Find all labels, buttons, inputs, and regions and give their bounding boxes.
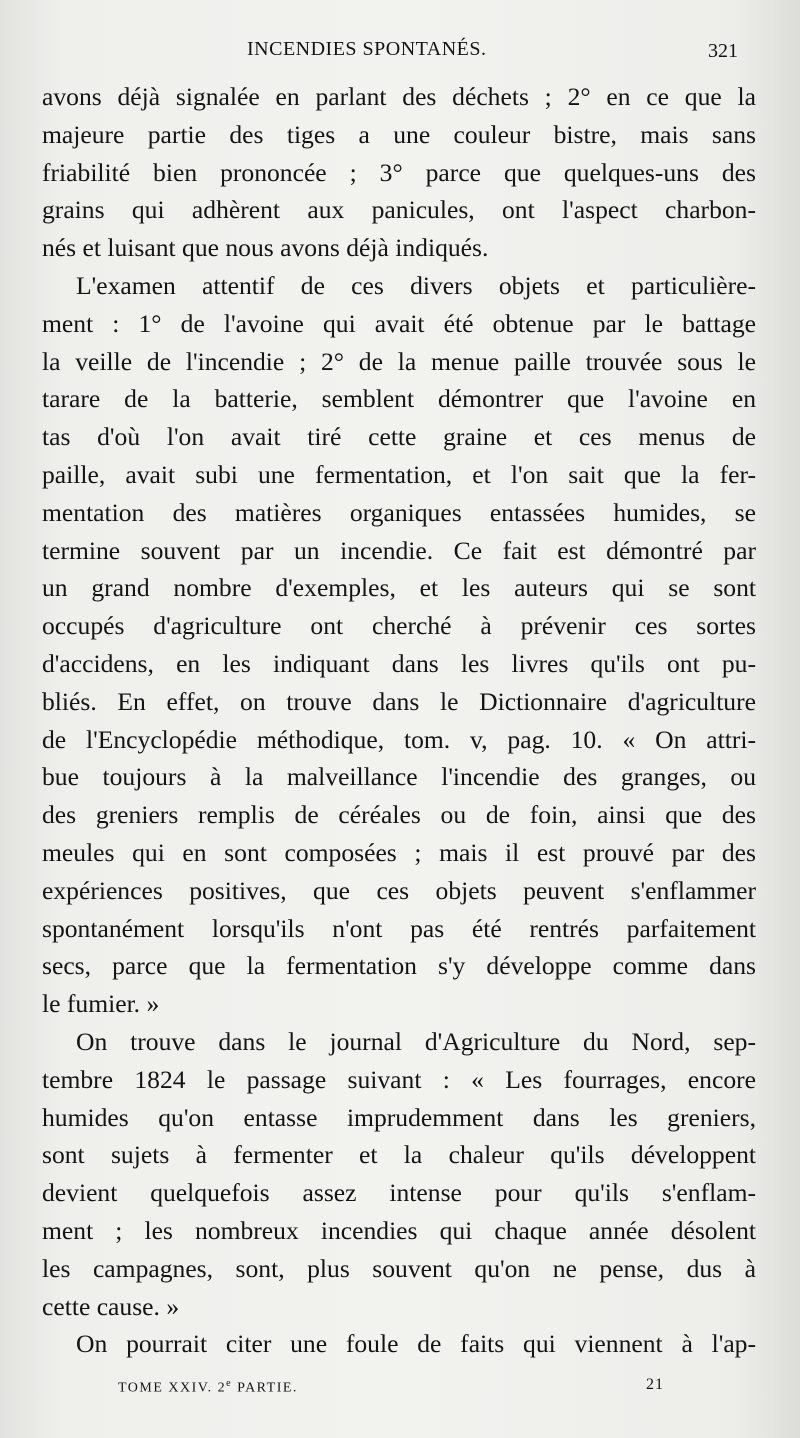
text-line: de l'Encyclopédie méthodique, tom. v, pag. 10. « On attri- <box>42 724 756 754</box>
text-line: spontanément lorsqu'ils n'ont pas été rentrés parfaitement <box>42 913 756 943</box>
body-text <box>42 78 756 1363</box>
text-line: friabilité bien prononcée ; 3° parce que quelques-uns des <box>42 157 756 187</box>
text-line: le fumier. » <box>42 989 160 1019</box>
signature-mark <box>118 1378 298 1397</box>
running-title: INCENDIES SPONTANÉS. <box>247 38 487 60</box>
page-number: 321 <box>708 40 738 62</box>
page-footer <box>118 1378 678 1408</box>
text-line: sont sujets à fermenter et la chaleur qu'ils développent <box>42 1140 756 1170</box>
text-line: un grand nombre d'exemples, et les auteurs qui se sont <box>42 573 756 603</box>
text-line: humides qu'on entasse imprudemment dans les greniers, <box>42 1102 756 1132</box>
text-line: secs, parce que la fermentation s'y développe comme dans <box>42 951 756 981</box>
text-line: ment ; les nombreux incendies qui chaque année désolent <box>42 1215 756 1245</box>
text-line: bue toujours à la malveillance l'incendie des granges, ou <box>42 762 756 792</box>
sheet-number: 21 <box>646 1376 664 1393</box>
text-line: ment : 1° de l'avoine qui avait été obtenue par le battage <box>42 308 756 338</box>
text-line: avons déjà signalée en parlant des déchets ; 2° en ce que la <box>42 82 756 111</box>
text-line: les campagnes, sont, plus souvent qu'on ne pense, dus à <box>42 1253 756 1283</box>
page-header <box>42 38 738 70</box>
text-line: des greniers remplis de céréales ou de foin, ainsi que des <box>42 800 756 830</box>
text-line: expériences positives, que ces objets peuvent s'enflammer <box>42 875 756 905</box>
text-line: tarare de la batterie, semblent démontrer que l'avoine en <box>42 384 756 414</box>
text-line: majeure partie des tiges a une couleur bistre, mais sans <box>42 119 756 149</box>
text-line: tas d'où l'on avait tiré cette graine et ces menus de <box>42 422 756 452</box>
text-line: bliés. En effet, on trouve dans le Dictionnaire d'agriculture <box>42 686 756 716</box>
text-line: la veille de l'incendie ; 2° de la menue paille trouvée sous le <box>42 346 756 376</box>
signature-end: PARTIE. <box>232 1380 298 1396</box>
text-line: On pourrait citer une foule de faits qui viennent à l'ap- <box>76 1329 756 1359</box>
text-line: On trouve dans le journal d'Agriculture du Nord, sep- <box>76 1026 756 1056</box>
signature-main: TOME XXIV. 2 <box>118 1380 227 1396</box>
text-line: d'accidens, en les indiquant dans les livres qu'ils ont pu- <box>42 648 756 678</box>
text-line: paille, avait subi une fermentation, et l'on sait que la fer- <box>42 459 756 489</box>
text-line: tembre 1824 le passage suivant : « Les fourrages, encore <box>42 1064 756 1094</box>
text-line: mentation des matières organiques entassées humides, se <box>42 497 756 527</box>
text-line: occupés d'agriculture ont cherché à prévenir ces sortes <box>42 611 756 641</box>
text-line: termine souvent par un incendie. Ce fait est démontré par <box>42 535 756 565</box>
text-line: cette cause. » <box>42 1291 180 1321</box>
text-line: devient quelquefois assez intense pour qu'ils s'enflam- <box>42 1178 756 1208</box>
text-line: L'examen attentif de ces divers objets et particulière- <box>76 270 756 300</box>
text-line: grains qui adhèrent aux panicules, ont l'aspect charbon- <box>42 195 756 225</box>
signature-superscript: e <box>226 1378 233 1389</box>
text-line: nés et luisant que nous avons déjà indiqués. <box>42 233 489 263</box>
text-line: meules qui en sont composées ; mais il est prouvé par des <box>42 837 756 867</box>
